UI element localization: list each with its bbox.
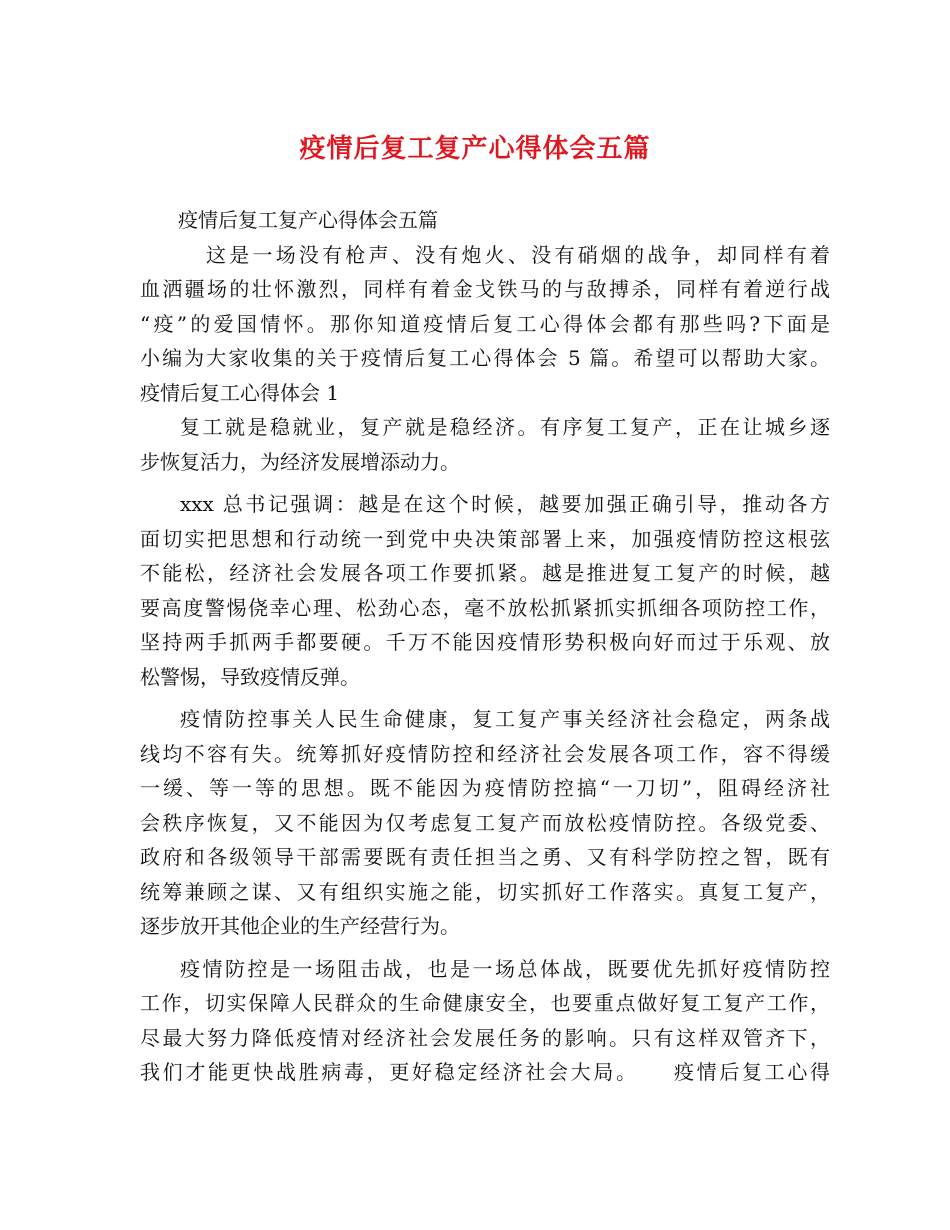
- text-line: 疫情后复工心得体会 1: [140, 380, 340, 405]
- text-line: 疫情防控是一场阻击战，也是一场总体战，既要优先抓好疫情防控: [180, 956, 830, 981]
- text-line: 松警惕，导致疫情反弹。: [140, 664, 360, 689]
- text-line: 小编为大家收集的关于疫情后复工心得体会 5 篇。希望可以帮助大家。: [140, 346, 830, 370]
- text-line: xxx 总书记强调：越是在这个时候，越要加强正确引导，推动各方: [180, 492, 830, 516]
- text-line: “疫”的爱国情怀。那你知道疫情后复工心得体会都有那些吗?下面是: [140, 311, 830, 336]
- text-line: 疫情后复工复产心得体会五篇: [178, 208, 438, 232]
- text-line: 线均不容有失。统筹抓好疫情防控和经济社会发展各项工作，容不得缓: [140, 741, 830, 766]
- text-line: 面切实把思想和行动统一到党中央决策部署上来，加强疫情防控这根弦: [140, 526, 830, 551]
- text-line: 会秩序恢复，又不能因为仅考虑复工复产而放松疫情防控。各级党委、: [140, 810, 830, 835]
- text-line: 要高度警惕侥幸心理、松劲心态，毫不放松抓紧抓实抓细各项防控工作，: [140, 595, 830, 620]
- text-line: 疫情防控事关人民生命健康，复工复产事关经济社会稳定，两条战: [180, 707, 830, 731]
- text-line: 坚持两手抓两手都要硬。千万不能因疫情形势积极向好而过于乐观、放: [140, 630, 830, 654]
- document-body: [140, 203, 830, 1090]
- text-line: 逐步放开其他企业的生产经营行为。: [140, 914, 460, 938]
- text-line: 复工就是稳就业，复产就是稳经济。有序复工复产，正在让城乡逐: [180, 415, 830, 439]
- text-line: 尽最大努力降低疫情对经济社会发展任务的影响。只有这样双管齐下，: [140, 1025, 830, 1050]
- text-line: 工作，切实保障人民群众的生命健康安全，也要重点做好复工复产工作，: [140, 991, 830, 1015]
- text-line: 我们才能更快战胜病毒，更好稳定经济社会大局。 疫情后复工心得: [140, 1060, 830, 1084]
- text-line: 步恢复活力，为经济发展增添动力。: [140, 449, 460, 474]
- document-title: 疫情后复工复产心得体会五篇: [299, 134, 651, 164]
- text-line: 统筹兼顾之谋、又有组织实施之能，切实抓好工作落实。真复工复产，: [140, 879, 830, 904]
- text-line: 一缓、等一等的思想。既不能因为疫情防控搞“一刀切”，阻碍经济社: [140, 776, 830, 800]
- text-line: 不能松，经济社会发展各项工作要抓紧。越是推进复工复产的时候，越: [140, 561, 830, 585]
- text-line: 这是一场没有枪声、没有炮火、没有硝烟的战争，却同样有着: [206, 242, 830, 267]
- text-line: 政府和各级领导干部需要既有责任担当之勇、又有科学防控之智，既有: [140, 845, 830, 869]
- text-line: 血洒疆场的壮怀激烈，同样有着金戈铁马的与敌搏杀，同样有着逆行战: [140, 277, 830, 301]
